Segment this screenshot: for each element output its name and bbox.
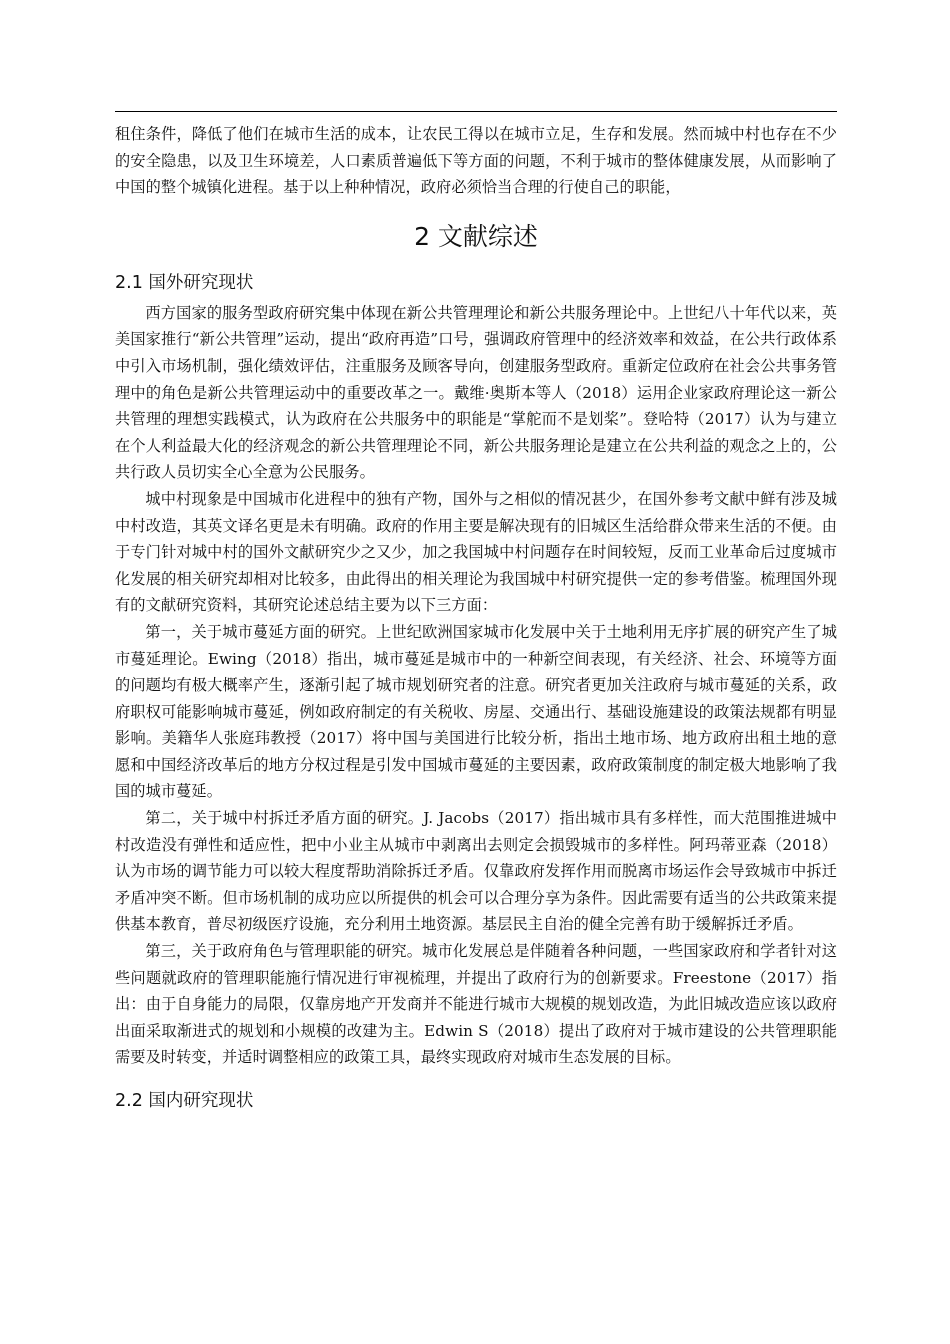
section-heading-foreign-research: 2.1 国外研究现状 bbox=[115, 272, 254, 293]
chapter-title: 2 文献综述 bbox=[414, 221, 538, 251]
carryover-paragraph: 租住条件，降低了他们在城市生活的成本，让农民工得以在城市立足，生存和发展。然而城中村也存在不少的安全隐患，以及卫生环境差，人口素质普遍低下等方面的问题，不利于城市的整体健康发展，从而影响了中国的整个城镇化进程。基于以上种种情况，政府必须恰当合理的行使自己的职能， bbox=[115, 125, 837, 197]
paragraph-urban-village: 城中村现象是中国城市化进程中的独有产物，国外与之相似的情况甚少，在国外参考文献中鲜有涉及城中村改造，其英文译名更是未有明确。政府的作用主要是解决现有的旧城区生活给群众带来生活的不便。由于专门针对城中村的国外文献研究少之又少，加之我国城中村问题存在时间较短，反而工业革命后过度城市化发展的相关研究却相对比较多，由此得出的相关理论为我国城中村研究提供一定的参考借鉴。梳理国外现有的文献研究资料，其研究论述总结主要为以下三方面： bbox=[115, 489, 837, 615]
document-page bbox=[115, 0, 837, 1344]
paragraph-government-role: 第三，关于政府角色与管理职能的研究。城市化发展总是伴随着各种问题，一些国家政府和学者针对这些问题就政府的管理职能施行情况进行审视梳理，并提出了政府行为的创新要求。Freestone（2017）指出：由于自身能力的局限，仅靠房地产开发商并不能进行城市大规模的规划改造，为此旧城改造应该以政府出面采取渐进式的规划和小规模的改建为主。Edwin S（2018）提出了政府对于城市建设的公共管理职能需要及时转变，并适时调整相应的政策工具，最终实现政府对城市生态发展的目标。 bbox=[115, 942, 837, 1067]
paragraph-urban-sprawl: 第一，关于城市蔓延方面的研究。上世纪欧洲国家城市化发展中关于土地利用无序扩展的研究产生了城市蔓延理论。Ewing（2018）指出，城市蔓延是城市中的一种新空间表现，有关经济、社会、环境等方面的问题均有极大概率产生，逐渐引起了城市规划研究者的注意。研究者更加关注政府与城市蔓延的关系，政府职权可能影响城市蔓延，例如政府制定的有关税收、房屋、交通出行、基础设施建设的政策法规都有明显影响。美籍华人张庭玮教授（2017）将中国与美国进行比较分析，指出土地市场、地方政府出租土地的意愿和中国经济改革后的地方分权过程是引发中国城市蔓延的主要因素，政府政策制度的制定极大地影响了我国的城市蔓延。 bbox=[115, 622, 837, 801]
paragraph-demolition-conflict: 第二，关于城中村拆迁矛盾方面的研究。J. Jacobs（2017）指出城市具有多样性，而大范围推进城中村改造没有弹性和适应性，把中小业主从城市中剥离出去则定会损毁城市的多样性。阿玛蒂亚森（2018）认为市场的调节能力可以较大程度帮助消除拆迁矛盾。仅靠政府发挥作用而脱离市场运作会导致城市中拆迁矛盾冲突不断。但市场机制的成功应以所提供的机会可以合理分享为条件。因此需要有适当的公共政策来提供基本教育，普尽初级医疗设施，充分利用土地资源。基层民主自治的健全完善有助于缓解拆迁矛盾。 bbox=[115, 809, 837, 934]
header-rule bbox=[115, 111, 837, 112]
paragraph-service-government: 西方国家的服务型政府研究集中体现在新公共管理理论和新公共服务理论中。上世纪八十年代以来，英美国家推行“新公共管理”运动，提出“政府再造”口号，强调政府管理中的经济效率和效益，在公共行政体系中引入市场机制，强化绩效评估，注重服务及顾客导向，创建服务型政府。重新定位政府在社会公共事务管理中的角色是新公共管理运动中的重要改革之一。戴维·奥斯本等人（2018）运用企业家政府理论这一新公共管理的理想实践模式，认为政府在公共服务中的职能是“掌舵而不是划桨”。登哈特（2017）认为与建立在个人利益最大化的经济观念的新公共管理理论不同，新公共服务理论是建立在公共利益的观念之上的，公共行政人员切实全心全意为公民服务。 bbox=[115, 303, 837, 482]
page-content bbox=[115, 121, 837, 1118]
section-heading-domestic-research: 2.2 国内研究现状 bbox=[115, 1091, 254, 1111]
